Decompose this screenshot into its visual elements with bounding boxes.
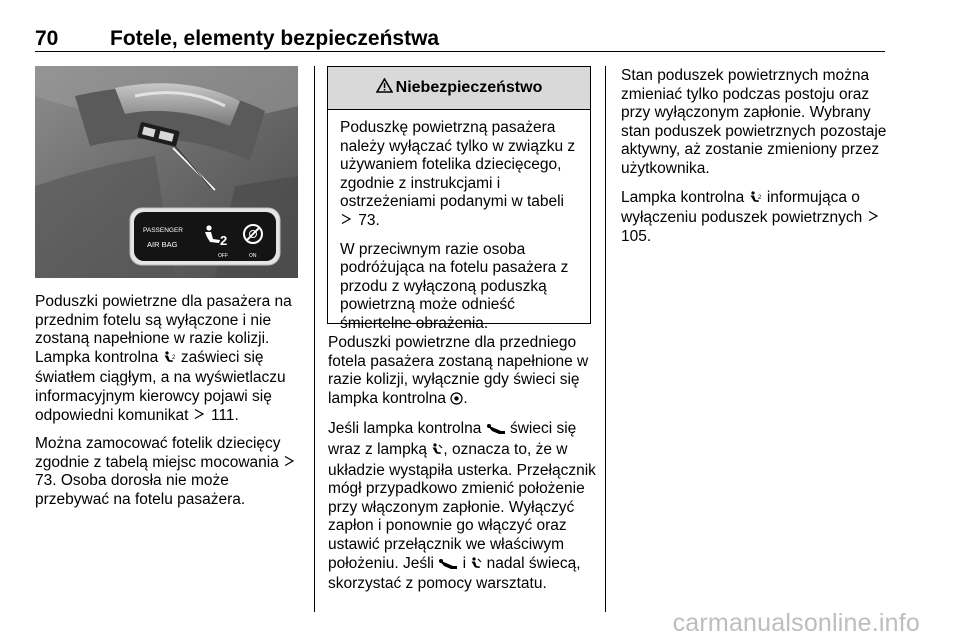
text: i xyxy=(458,554,471,572)
text: informująca o wyłączeniu poduszek powietrznych xyxy=(621,188,867,227)
airbag-on-indicator-icon xyxy=(450,392,463,411)
text: zaświeci się światłem ciągłym, a na wyświetlaczu informacyjnym kierowcy pojawi się odpowiedni komunikat xyxy=(35,348,286,424)
column-2 xyxy=(328,334,598,604)
text: 73. xyxy=(354,211,380,229)
airbag-switch-illustration xyxy=(35,66,298,278)
text: 105. xyxy=(621,227,652,245)
column-3 xyxy=(621,67,891,256)
text: . xyxy=(463,389,468,407)
text: Lampka kontrolna xyxy=(621,188,749,206)
text: Można zamocować fotelik dziecięcy zgodnie z tabelą miejsc mocowania xyxy=(35,435,284,471)
text: 111. xyxy=(206,406,239,424)
svg-text:2: 2 xyxy=(220,233,228,248)
text: , oznacza to, że w układzie wystąpiła usterka. Przełącznik mógł przypadkowo zmienić położenie przy włączonym zapłonie. Wyłączyć zapłon i ponownie go włączyć oraz ustawić przełącznik we właściwym położeniu. Jeśli xyxy=(328,440,596,572)
seatbelt-airbag-warning-icon xyxy=(438,557,458,576)
col1-paragraph-2 xyxy=(35,435,305,509)
warning-paragraph-1 xyxy=(340,119,580,231)
text: 73. Osoba dorosła nie może przebywać na fotelu pasażera. xyxy=(35,472,246,508)
danger-warning-box xyxy=(327,66,591,332)
text: nadal świecą, skorzystać z pomocy warsztatu. xyxy=(328,554,581,593)
column-divider-2 xyxy=(605,66,606,612)
airbag-switch-figure xyxy=(35,66,298,278)
warning-paragraph-2: W przeciwnym razie osoba podróżująca na fotelu pasażera z przodu z wyłączoną poduszką powietrzną może odnieść śmiertelne obrażenia. xyxy=(340,240,569,332)
passenger-airbag-icon xyxy=(431,443,443,462)
watermark: carmanualsonline.info xyxy=(672,609,920,637)
passenger-airbag-icon xyxy=(470,557,482,576)
text: Poduszki powietrzne dla pasażera na przednim fotelu są wyłączone i nie zostaną napełnione w razie kolizji. Lampka kontrolna xyxy=(35,293,292,366)
text: Poduszki powietrzne dla przedniego fotela pasażera zostaną napełnione w razie kolizji, wyłącznie gdy świeci się lampka kontrolna xyxy=(328,334,589,407)
page-number: 70 xyxy=(35,27,59,50)
col2-paragraph-2 xyxy=(328,420,598,593)
svg-text:2: 2 xyxy=(171,354,175,361)
airbag-off-indicator-icon xyxy=(749,191,763,210)
col3-paragraph-1: Stan poduszek powietrznych można zmieniać tylko podczas postoju oraz przy wyłączonym zapłonie. Wybrany stan poduszek powietrznych pozostaje aktywny, aż zostanie zmieniony przez użytkownika. xyxy=(621,67,887,177)
warning-body xyxy=(328,110,590,334)
column-divider-1 xyxy=(314,66,315,612)
col3-paragraph-2 xyxy=(621,189,891,247)
warning-triangle-icon xyxy=(376,78,393,98)
text: Jeśli lampka kontrolna xyxy=(328,420,486,438)
cross-reference-icon[interactable] xyxy=(867,209,881,228)
cross-reference-icon[interactable] xyxy=(340,212,354,231)
svg-text:2: 2 xyxy=(757,194,761,201)
label-off: OFF xyxy=(218,253,228,259)
column-1 xyxy=(35,293,305,520)
warning-title: Niebezpieczeństwo xyxy=(395,79,543,96)
label-passenger: PASSENGER xyxy=(143,227,183,234)
header-rule xyxy=(35,51,885,52)
cross-reference-icon[interactable] xyxy=(193,407,207,426)
seatbelt-airbag-warning-icon xyxy=(486,422,506,441)
col1-paragraph-1 xyxy=(35,293,305,425)
airbag-off-indicator-icon xyxy=(163,351,177,370)
cross-reference-icon[interactable] xyxy=(283,454,297,473)
col2-paragraph-1 xyxy=(328,334,598,410)
label-on: ON xyxy=(249,253,257,259)
text: Poduszkę powietrzną pasażera należy wyłączać tylko w związku z używaniem fotelika dziecięcego, zgodnie z instrukcjami i ostrzeżeniami podanymi w tabeli xyxy=(340,119,576,211)
warning-header xyxy=(328,67,590,110)
label-air-bag: AIR BAG xyxy=(147,240,178,249)
page-title: Fotele, elementy bezpieczeństwa xyxy=(110,27,440,50)
text: świeci się wraz z lampką xyxy=(328,420,577,458)
